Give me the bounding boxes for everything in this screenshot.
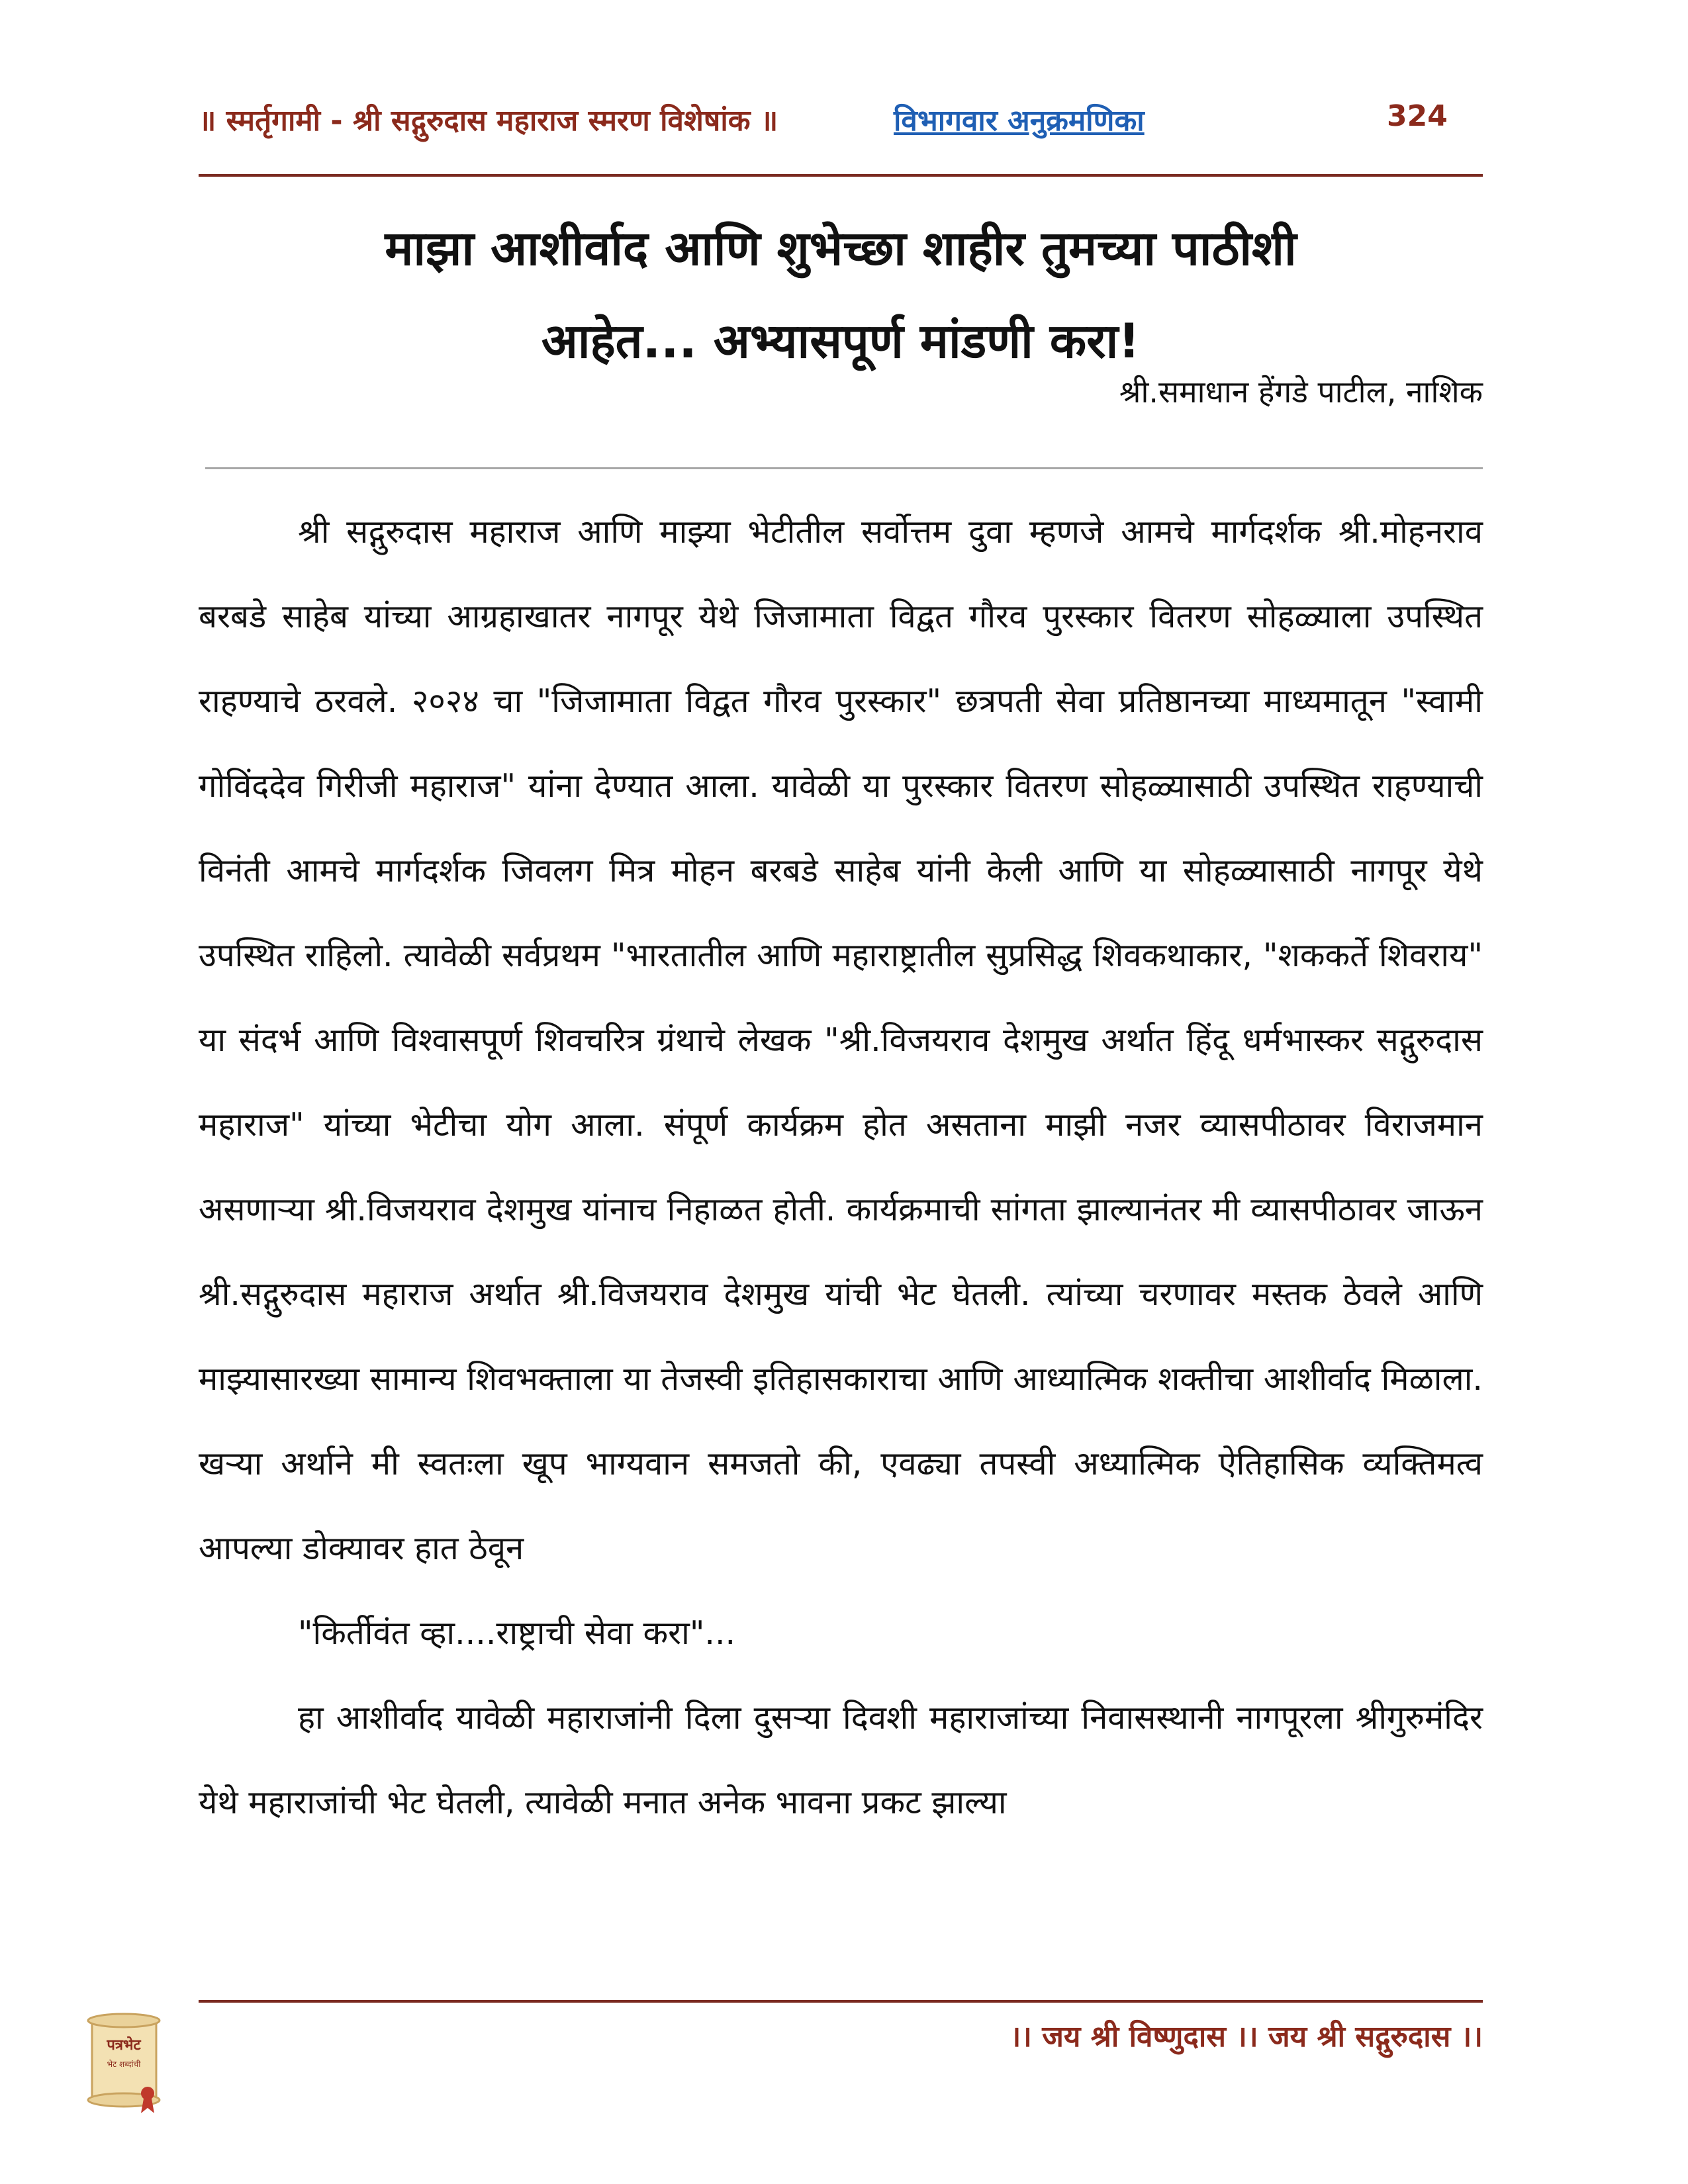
paragraph-3: हा आशीर्वाद यावेळी महाराजांनी दिला दुसऱ्या दिवशी महाराजांच्या निवासस्थानी नागपूरला श्रीगुरुमंदिर येथे महाराजांची भेट घेतली, त्यावेळी मनात अनेक भावना प्रकट झाल्या [199,1699,1483,1821]
scroll-top-roll [88,2014,160,2027]
seal [141,2087,154,2100]
series-title: ॥ स्मर्तृगामी - श्री सद्गुरुदास महाराज स्मरण विशेषांक ॥ [199,104,778,138]
article-body [199,490,1483,1845]
scroll-logo-icon [83,2009,165,2118]
header-divider [199,174,1483,177]
article-author: श्री.समाधान हेंगडे पाटील, नाशिक [1119,374,1483,410]
article-title-line-1: माझा आशीर्वाद आणि शुभेच्छा शाहीर तुमच्या पाठीशी [385,220,1297,276]
page-number: 324 [1387,99,1448,133]
index-link[interactable]: विभागवार अनुक्रमणिका [894,104,1145,138]
article-title [199,202,1483,387]
logo-text: पत्रभेट [107,2037,141,2054]
paragraph-1: श्री सद्गुरुदास महाराज आणि माझ्या भेटीतील सर्वोत्तम दुवा म्हणजे आमचे मार्गदर्शक श्री.मोहनराव बरबडे साहेब यांच्या आग्रहाखातर नागपूर येथे जिजामाता विद्वत गौरव पुरस्कार वितरण सोहळ्याला उपस्थित राहण्याचे ठरवले. २०२४ चा "जिजामाता विद्वत गौरव पुरस्कार" छत्रपती सेवा प्रतिष्ठानच्या माध्यमातून "स्वामी गोविंददेव गिरीजी महाराज" यांना देण्यात आला. यावेळी या पुरस्कार वितरण सोहळ्यासाठी उपस्थित राहण्याची विनंती आमचे मार्गदर्शक जिवलग मित्र मोहन बरबडे साहेब यांनी केली आणि या सोहळ्यासाठी नागपूर येथे उपस्थित राहिलो. त्यावेळी सर्वप्रथम "भारतातील आणि महाराष्ट्रातील सुप्रसिद्ध शिवकथाकार, "शककर्ते शिवराय" या संदर्भ आणि विश्वासपूर्ण शिवचरित्र ग्रंथाचे लेखक "श्री.विजयराव देशमुख अर्थात हिंदू धर्मभास्कर सद्गुरुदास महाराज" यांच्या भेटीचा योग आला. संपूर्ण कार्यक्रम होत असताना माझी नजर व्यासपीठावर विराजमान असणाऱ्या श्री.विजयराव देशमुख यांनाच निहाळत होती. कार्यक्रमाची सांगता झाल्यानंतर मी व्यासपीठावर जाऊन श्री.सद्गुरुदास महाराज अर्थात श्री.विजयराव देशमुख यांची भेट घेतली. त्यांच्या चरणावर मस्तक ठेवले आणि माझ्यासारख्या सामान्य शिवभक्ताला या तेजस्वी इतिहासकाराचा आणि आध्यात्मिक शक्तीचा आशीर्वाद मिळाला. खऱ्या अर्थाने मी स्वतःला खूप भाग्यवान समजतो की, एवढ्या तपस्वी अध्यात्मिक ऐतिहासिक व्यक्तिमत्व आपल्या डोक्यावर हात ठेवून [199,513,1483,1567]
article-title-line-2: आहेत... अभ्यासपूर्ण मांडणी करा! [541,313,1141,369]
paragraph-2-quote: "किर्तीवंत व्हा....राष्ट्राची सेवा करा"... [298,1614,736,1652]
page-header [199,99,1483,146]
footer-motto: ।। जय श्री विष्णुदास ।। जय श्री सद्गुरुदास ।। [1009,2020,1483,2054]
logo-tagline: भेट शब्दांची [107,2060,141,2069]
footer-divider [199,2000,1483,2003]
title-divider [205,467,1483,469]
